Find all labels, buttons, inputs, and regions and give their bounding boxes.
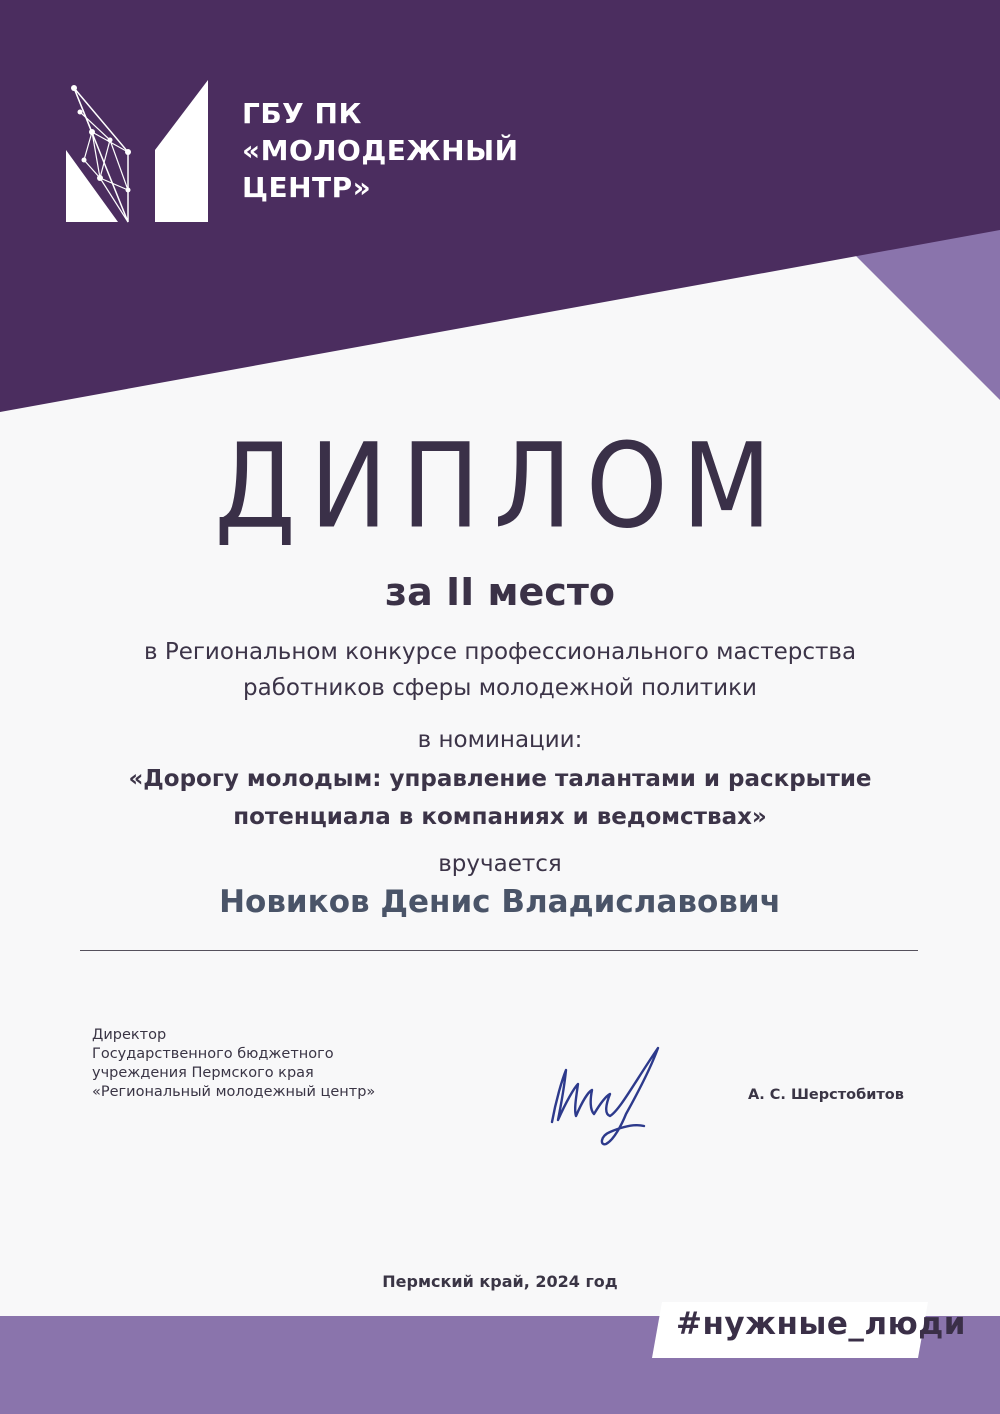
director-line-3: учреждения Пермского края <box>92 1065 314 1081</box>
director-line-4: «Региональный молодежный центр» <box>92 1084 376 1100</box>
awarded-label: вручается <box>438 851 562 877</box>
org-line-3: ЦЕНТР» <box>242 171 372 204</box>
contest-line-2: работников сферы молодежной политики <box>243 675 757 701</box>
hashtag-text: #нужные_люди <box>676 1306 967 1342</box>
nomination-label: в номинации: <box>417 727 583 753</box>
place-text: за II место <box>385 570 615 614</box>
header-dark-band <box>0 0 1000 412</box>
signer-name: А. С. Шерстобитов <box>748 1087 904 1103</box>
nomination-line-1: «Дорогу молодым: управление талантами и раскрытие <box>128 766 872 792</box>
contest-line-1: в Региональном конкурсе профессионального мастерства <box>143 639 857 665</box>
director-line-2: Государственного бюджетного <box>92 1046 334 1062</box>
org-line-2: «МОЛОДЕЖНЫЙ <box>242 134 519 167</box>
place-year: Пермский край, 2024 год <box>382 1272 618 1291</box>
org-line-1: ГБУ ПК <box>242 97 362 130</box>
handwritten-signature <box>540 1040 690 1150</box>
diploma-title: ДИПЛОМ <box>214 418 786 555</box>
organization-name <box>242 95 519 206</box>
director-line-1: Директор <box>92 1027 167 1043</box>
divider-line <box>80 950 918 951</box>
recipient-name: Новиков Денис Владиславович <box>219 884 781 920</box>
nomination-line-2: потенциала в компаниях и ведомствах» <box>233 804 767 830</box>
director-title <box>92 1026 375 1102</box>
